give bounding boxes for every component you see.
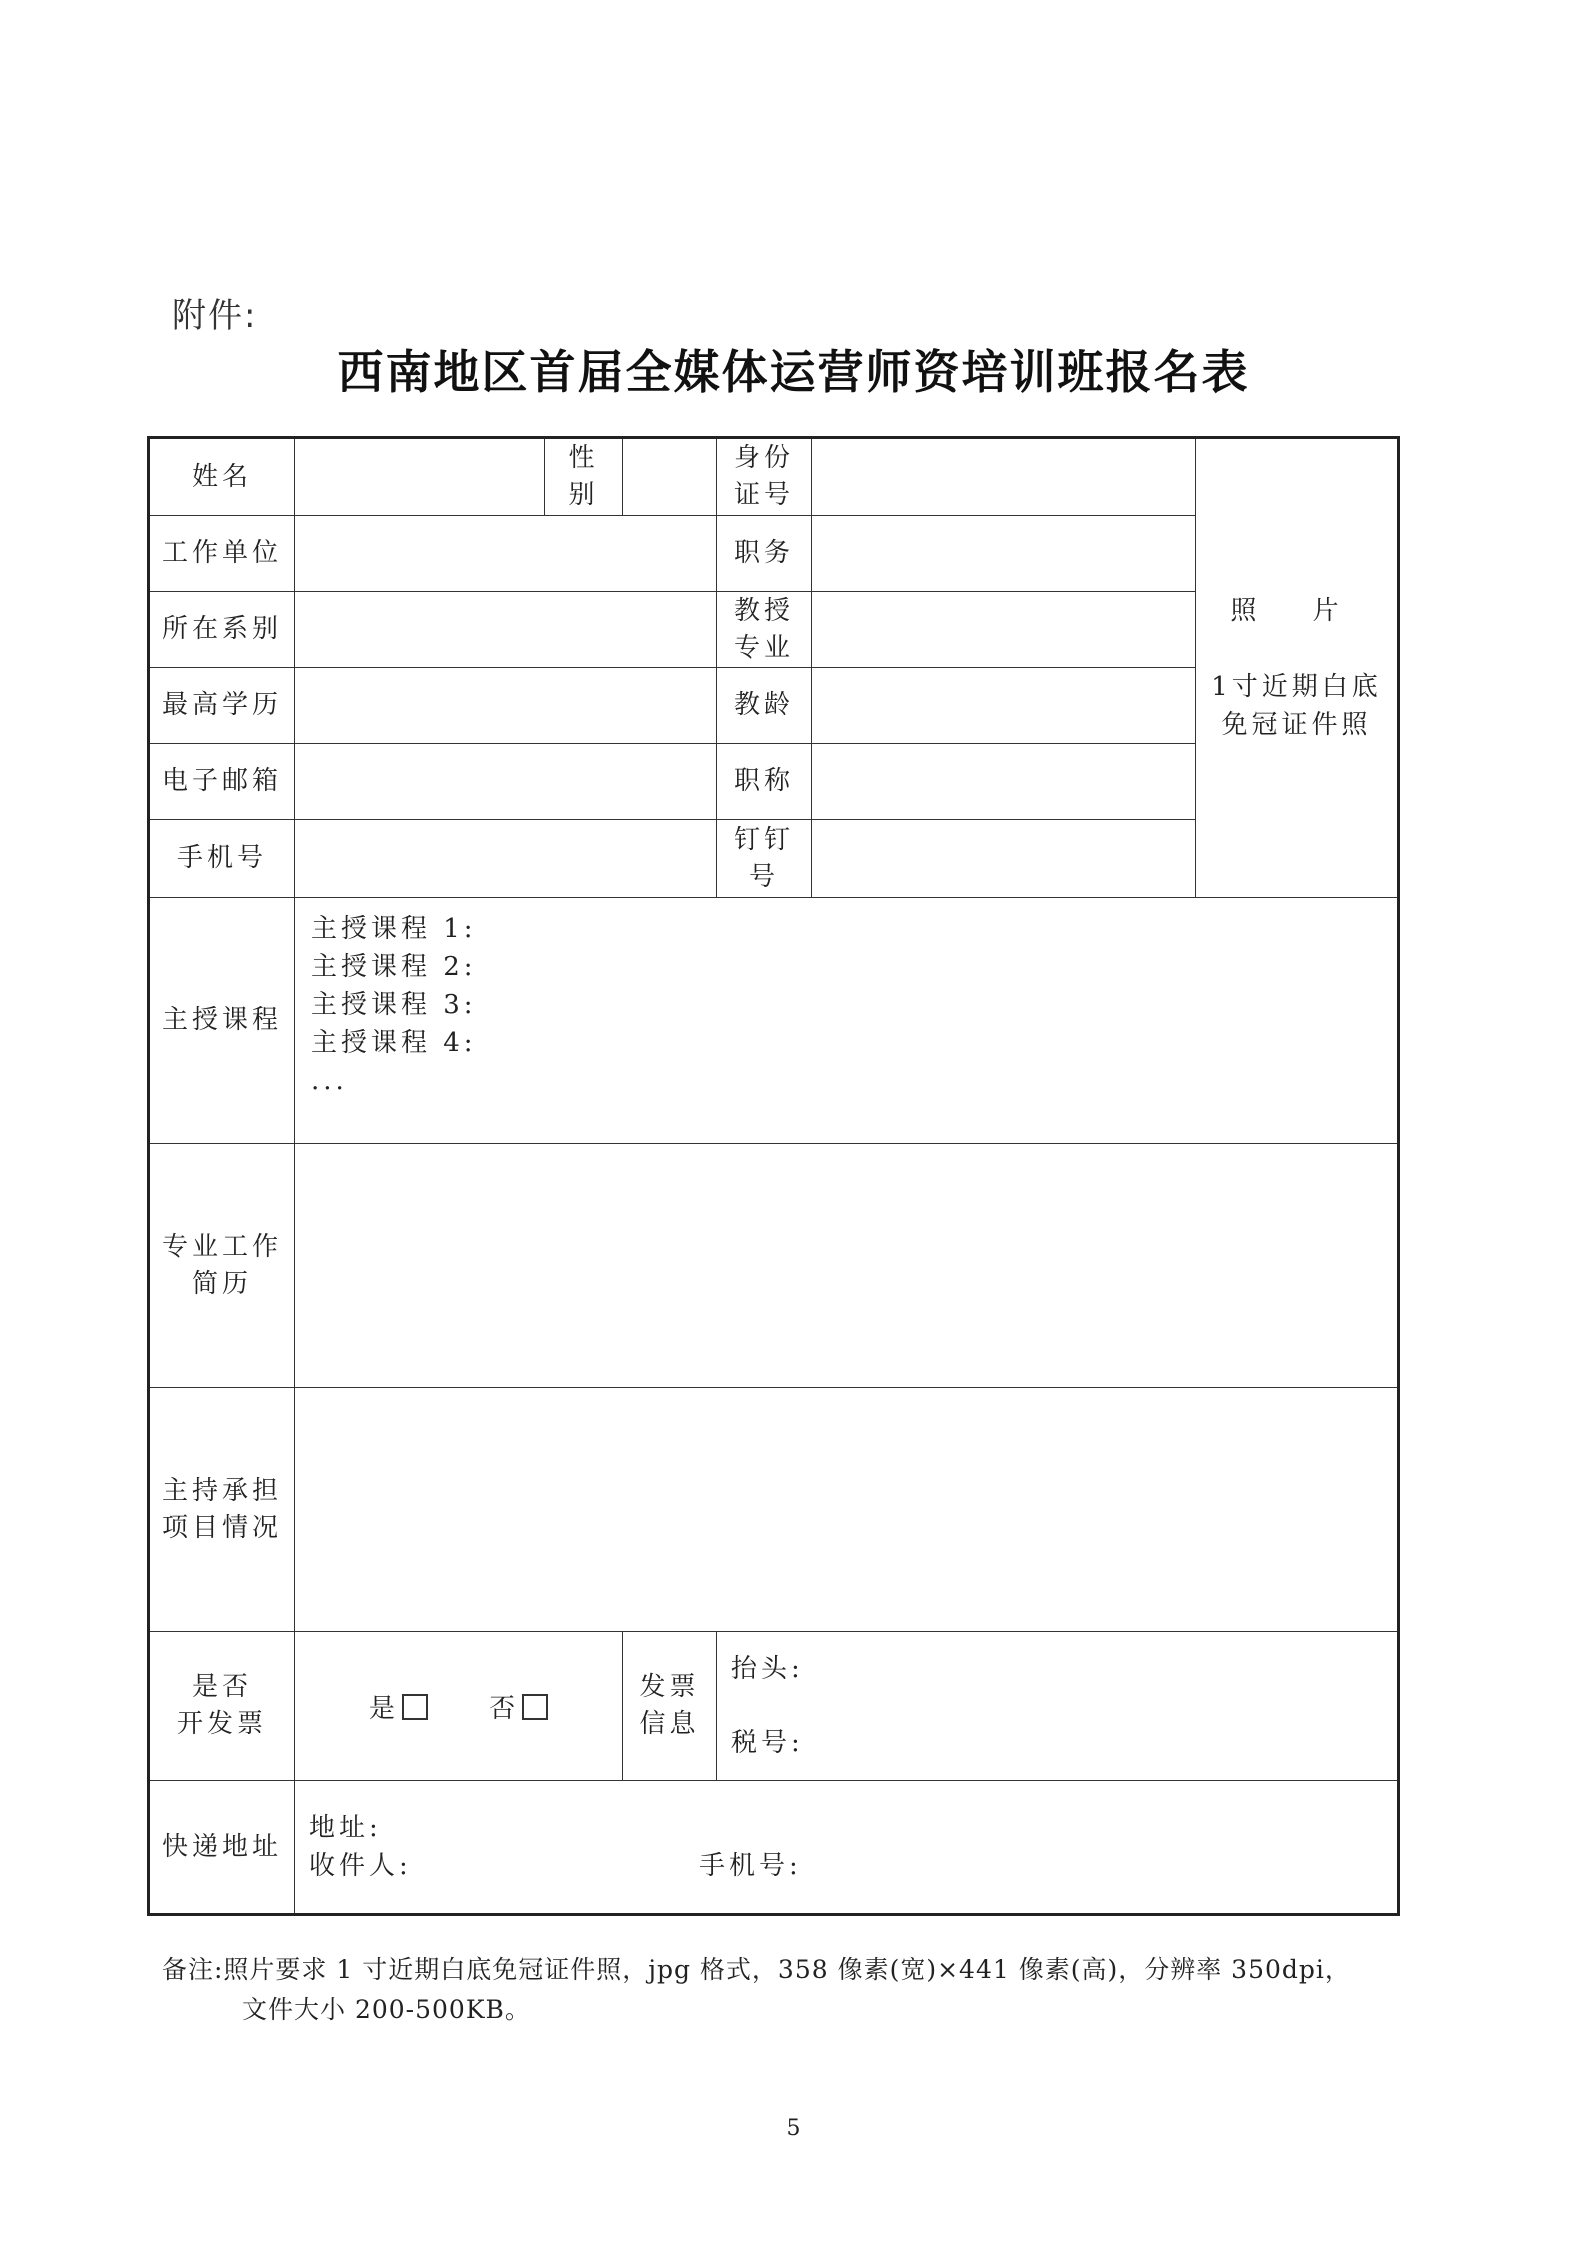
course-item: 主授课程 4:: [311, 1028, 477, 1058]
work-unit-input[interactable]: [295, 516, 717, 592]
name-input[interactable]: [295, 438, 545, 516]
name-label: 姓名: [149, 438, 295, 516]
photo-desc-2: 免冠证件照: [1221, 710, 1372, 740]
invoice-header-label: 抬头:: [731, 1654, 804, 1684]
photo-box[interactable]: [1196, 438, 1399, 898]
id-number-label: 身份 证号: [717, 438, 812, 516]
projects-label: 主持承担 项目情况: [149, 1388, 295, 1632]
department-input[interactable]: [295, 592, 717, 668]
courses-label: 主授课程: [149, 898, 295, 1144]
course-item: 主授课程 1:: [311, 914, 477, 944]
photo-title: 照 片: [1230, 596, 1363, 626]
course-item: 主授课程 2:: [311, 952, 477, 982]
major-label: 教授 专业: [717, 592, 812, 668]
registration-form: [147, 436, 1400, 1916]
note-line-2: 文件大小 200-500KB。: [242, 1995, 531, 2024]
phone-label: 手机号: [149, 820, 295, 898]
title-rank-input[interactable]: [812, 744, 1196, 820]
delivery-phone-label: 手机号:: [699, 1851, 802, 1881]
course-item: 主授课程 3:: [311, 990, 477, 1020]
invoice-tax-label: 税号:: [731, 1728, 804, 1758]
email-input[interactable]: [295, 744, 717, 820]
projects-input[interactable]: [295, 1388, 1399, 1632]
resume-input[interactable]: [295, 1144, 1399, 1388]
invoice-info-label: 发票 信息: [623, 1632, 717, 1781]
recipient-label: 收件人:: [309, 1851, 412, 1881]
attachment-label: 附件:: [172, 296, 258, 336]
work-unit-label: 工作单位: [149, 516, 295, 592]
education-label: 最高学历: [149, 668, 295, 744]
resume-label: 专业工作 简历: [149, 1144, 295, 1388]
invoice-info-input[interactable]: [717, 1632, 1399, 1781]
delivery-label: 快递地址: [149, 1781, 295, 1915]
dingtalk-label: 钉钉 号: [717, 820, 812, 898]
phone-input[interactable]: [295, 820, 717, 898]
id-number-input[interactable]: [812, 438, 1196, 516]
position-label: 职务: [717, 516, 812, 592]
education-input[interactable]: [295, 668, 717, 744]
delivery-input[interactable]: [295, 1781, 1399, 1915]
page-number: 5: [786, 2116, 801, 2141]
courses-input[interactable]: [295, 898, 1399, 1144]
department-label: 所在系别: [149, 592, 295, 668]
invoice-label: 是否 开发票: [149, 1632, 295, 1781]
invoice-choice: [295, 1632, 623, 1781]
gender-label: 性 别: [545, 438, 623, 516]
course-item: ...: [311, 1066, 348, 1096]
invoice-yes-checkbox[interactable]: [402, 1694, 428, 1720]
page-title: 西南地区首届全媒体运营师资培训班报名表: [337, 345, 1250, 399]
invoice-no-label: 否: [489, 1693, 520, 1724]
address-label: 地址:: [309, 1813, 382, 1843]
email-label: 电子邮箱: [149, 744, 295, 820]
note-line-1: 备注:照片要求 1 寸近期白底免冠证件照，jpg 格式，358 像素(宽)×441 像素(高)，分辨率 350dpi，: [162, 1955, 1351, 1984]
gender-input[interactable]: [623, 438, 717, 516]
teaching-years-input[interactable]: [812, 668, 1196, 744]
position-input[interactable]: [812, 516, 1196, 592]
major-input[interactable]: [812, 592, 1196, 668]
photo-desc-1: 1寸近期白底: [1211, 672, 1382, 702]
title-rank-label: 职称: [717, 744, 812, 820]
dingtalk-input[interactable]: [812, 820, 1196, 898]
invoice-yes-label: 是: [368, 1693, 399, 1724]
note: [162, 1950, 1351, 2030]
invoice-no-checkbox[interactable]: [522, 1694, 548, 1720]
teaching-years-label: 教龄: [717, 668, 812, 744]
